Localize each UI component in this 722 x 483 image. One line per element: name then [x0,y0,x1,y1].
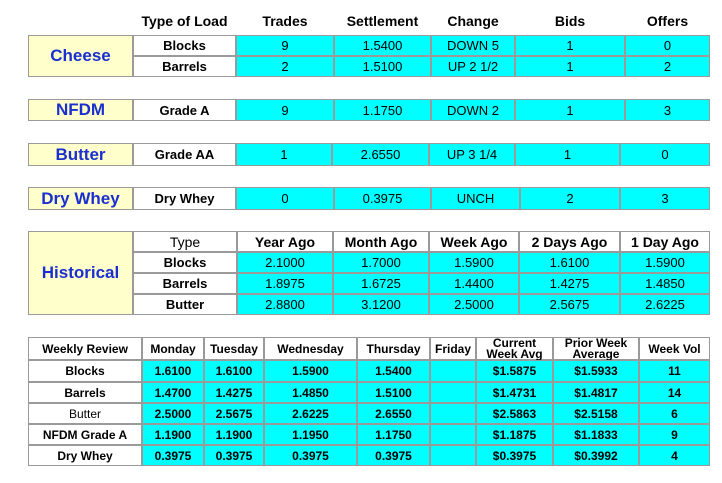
weekly-header-wednesday: Wednesday [264,337,357,360]
weekly-thursday: 1.5400 [357,360,430,382]
weekly-tuesday: 1.6100 [204,360,264,382]
weekly-monday: 1.1900 [142,424,204,445]
header-type-of-load: Type of Load [141,13,228,29]
weekly-row-name: Barrels [28,382,142,403]
weekly-friday [430,360,476,382]
historical-month-ago: 3.1200 [333,294,429,315]
butter-trades: 1 [236,143,332,166]
weekly-week-vol: 11 [639,360,710,382]
weekly-tuesday: 0.3975 [204,445,264,466]
header-bids: Bids [554,13,586,29]
weekly-header-thursday: Thursday [357,337,430,360]
weekly-tuesday: 1.4275 [204,382,264,403]
cheese-settlement: 1.5100 [334,56,431,77]
weekly-thursday: 0.3975 [357,445,430,466]
cheese-offers: 0 [625,35,710,56]
weekly-header-prior-week-average [553,337,639,360]
weekly-header-current-week-avg [476,337,553,360]
nfdm-offers: 3 [625,99,710,121]
historical-week-ago: 1.4400 [429,273,519,294]
drywhey-offers: 3 [620,187,710,210]
weekly-wednesday: 0.3975 [264,445,357,466]
weekly-tuesday: 2.5675 [204,403,264,424]
weekly-current-avg: $0.3975 [476,445,553,466]
butter-settlement: 2.6550 [332,143,429,166]
historical-type: Barrels [133,273,237,294]
weekly-row-name: Butter [28,403,142,424]
butter-offers: 0 [620,143,710,166]
historical-2-days-ago: 1.6100 [519,252,620,273]
weekly-wednesday: 1.4850 [264,382,357,403]
weekly-header-prior-line2: Average [572,346,620,361]
nfdm-change: DOWN 2 [431,99,515,121]
nfdm-label: NFDM [28,99,133,121]
weekly-header-monday: Monday [142,337,204,360]
weekly-row-name: Dry Whey [28,445,142,466]
historical-header-week-ago: Week Ago [429,231,519,252]
historical-type: Blocks [133,252,237,273]
cheese-bids: 1 [515,35,625,56]
weekly-prior-avg: $1.5933 [553,360,639,382]
nfdm-type: Grade A [133,99,236,121]
drywhey-trades: 0 [236,187,334,210]
weekly-thursday: 1.1750 [357,424,430,445]
weekly-current-avg: $1.5875 [476,360,553,382]
historical-year-ago: 1.8975 [237,273,333,294]
historical-month-ago: 1.7000 [333,252,429,273]
weekly-friday [430,403,476,424]
cheese-offers: 2 [625,56,710,77]
weekly-week-vol: 9 [639,424,710,445]
weekly-header-week-vol: Week Vol [639,337,710,360]
weekly-prior-avg: $1.4817 [553,382,639,403]
butter-bids: 1 [515,143,620,166]
nfdm-bids: 1 [515,99,625,121]
weekly-prior-avg: $0.3992 [553,445,639,466]
weekly-thursday: 2.6550 [357,403,430,424]
weekly-row-name: Blocks [28,360,142,382]
weekly-prior-avg: $1.1833 [553,424,639,445]
weekly-monday: 0.3975 [142,445,204,466]
butter-change: UP 3 1/4 [429,143,515,166]
historical-week-ago: 2.5000 [429,294,519,315]
weekly-friday [430,382,476,403]
weekly-header-current-line1: Current [492,335,537,350]
butter-label: Butter [28,143,133,166]
cheese-bids: 1 [515,56,625,77]
weekly-monday: 1.6100 [142,360,204,382]
cheese-change: DOWN 5 [431,35,515,56]
drywhey-settlement: 0.3975 [334,187,431,210]
weekly-thursday: 1.5100 [357,382,430,403]
weekly-current-avg: $1.1875 [476,424,553,445]
weekly-friday [430,445,476,466]
historical-year-ago: 2.1000 [237,252,333,273]
historical-2-days-ago: 2.5675 [519,294,620,315]
weekly-current-avg: $2.5863 [476,403,553,424]
historical-1-day-ago: 1.4850 [620,273,710,294]
cheese-trades: 9 [236,35,334,56]
historical-month-ago: 1.6725 [333,273,429,294]
nfdm-trades: 9 [236,99,334,121]
header-settlement: Settlement [346,13,419,29]
historical-label: Historical [28,231,133,315]
historical-header-1-day-ago: 1 Day Ago [620,231,710,252]
historical-header-type: Type [133,231,237,252]
historical-year-ago: 2.8800 [237,294,333,315]
header-change: Change [447,13,499,29]
historical-header-year-ago: Year Ago [237,231,333,252]
weekly-tuesday: 1.1900 [204,424,264,445]
weekly-header-tuesday: Tuesday [204,337,264,360]
weekly-wednesday: 1.5900 [264,360,357,382]
historical-1-day-ago: 1.5900 [620,252,710,273]
cheese-trades: 2 [236,56,334,77]
weekly-wednesday: 1.1950 [264,424,357,445]
historical-1-day-ago: 2.6225 [620,294,710,315]
cheese-type: Blocks [133,35,236,56]
header-offers: Offers [646,13,689,29]
header-trades: Trades [262,13,308,29]
drywhey-bids: 2 [520,187,620,210]
drywhey-change: UNCH [431,187,520,210]
historical-2-days-ago: 1.4275 [519,273,620,294]
butter-type: Grade AA [133,143,236,166]
weekly-friday [430,424,476,445]
cheese-type: Barrels [133,56,236,77]
weekly-monday: 1.4700 [142,382,204,403]
weekly-prior-avg: $2.5158 [553,403,639,424]
weekly-monday: 2.5000 [142,403,204,424]
weekly-current-avg: $1.4731 [476,382,553,403]
weekly-week-vol: 4 [639,445,710,466]
weekly-week-vol: 6 [639,403,710,424]
cheese-label: Cheese [28,35,133,77]
weekly-wednesday: 2.6225 [264,403,357,424]
historical-week-ago: 1.5900 [429,252,519,273]
nfdm-settlement: 1.1750 [334,99,431,121]
weekly-header-current-line2: Week Avg [486,346,543,361]
drywhey-label: Dry Whey [28,187,133,210]
cheese-settlement: 1.5400 [334,35,431,56]
weekly-week-vol: 14 [639,382,710,403]
drywhey-type: Dry Whey [133,187,236,210]
weekly-header-prior-line1: Prior Week [564,335,628,350]
historical-type: Butter [133,294,237,315]
weekly-header-review: Weekly Review [28,337,142,360]
weekly-row-name: NFDM Grade A [28,424,142,445]
weekly-header-friday: Friday [430,337,476,360]
historical-header-month-ago: Month Ago [333,231,429,252]
historical-header-2-days-ago: 2 Days Ago [519,231,620,252]
cheese-change: UP 2 1/2 [431,56,515,77]
